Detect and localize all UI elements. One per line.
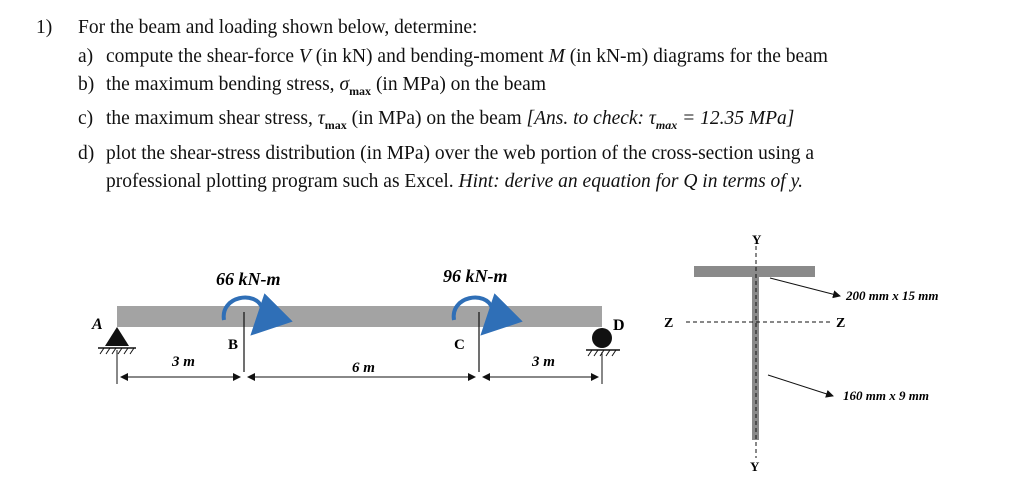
point-label-b: B	[228, 337, 239, 353]
item-label: c)	[78, 108, 94, 130]
answer-value: = 12.35 MPa]	[677, 108, 795, 130]
hint-text: in terms of y.	[697, 171, 804, 193]
symbol-subscript: max	[349, 83, 372, 98]
web-dimension: 160 mm x 9 mm	[843, 388, 929, 403]
answer-check: [Ans. to check:	[526, 108, 649, 130]
item-text: professional plotting program such as Excel.	[106, 171, 459, 193]
flange-dimension: 200 mm x 15 mm	[846, 288, 939, 303]
symbol-subscript: max	[324, 118, 347, 133]
item-label: d)	[78, 142, 95, 164]
item-text: the maximum bending stress,	[106, 74, 340, 95]
span-label-cd: 3 m	[532, 354, 555, 370]
beam-body	[117, 306, 602, 327]
axis-label-y-bottom: Y	[750, 459, 760, 474]
span-label-ab: 3 m	[172, 354, 195, 370]
span-label-bc: 6 m	[352, 360, 375, 376]
flange-leader	[770, 278, 840, 296]
item-label: a)	[78, 45, 94, 67]
cross-section	[686, 246, 840, 458]
symbol-tau: τ	[648, 108, 656, 130]
moment-label-b: 66 kN-m	[216, 269, 281, 289]
moment-label-c: 96 kN-m	[443, 266, 508, 286]
item-text: (in MPa) on the beam	[371, 74, 546, 95]
symbol-q: Q	[683, 171, 698, 193]
symbol-sigma: σ	[339, 74, 350, 95]
point-label-c: C	[454, 337, 465, 353]
problem-number: 1)	[36, 17, 53, 38]
flange	[694, 266, 815, 277]
axis-label-z-left: Z	[664, 316, 674, 331]
web-leader	[768, 375, 833, 396]
item-text: (in MPa) on the beam	[346, 108, 527, 130]
pin-support-a	[98, 327, 136, 354]
item-text: compute the shear-force	[106, 45, 299, 67]
symbol-v: V	[298, 45, 311, 67]
item-text: (in kN) and bending-moment	[310, 45, 549, 67]
point-label-a: A	[92, 316, 103, 333]
axis-label-y-top: Y	[752, 232, 762, 247]
item-label: b)	[78, 74, 95, 95]
item-text: plot the shear-stress distribution (in MPa) over the web portion of the cross-section using a	[106, 142, 814, 164]
item-text: (in kN-m) diagrams for the beam	[564, 45, 828, 67]
hint-text: Hint: derive an equation for	[458, 171, 684, 193]
item-text: the maximum shear stress,	[106, 108, 318, 130]
symbol-m: M	[548, 45, 565, 67]
problem-intro: For the beam and loading shown below, determine:	[78, 17, 478, 38]
symbol-subscript: max	[655, 118, 678, 133]
symbol-tau: τ	[317, 108, 325, 130]
point-label-d: D	[613, 317, 625, 334]
axis-label-z-right: Z	[836, 316, 846, 331]
